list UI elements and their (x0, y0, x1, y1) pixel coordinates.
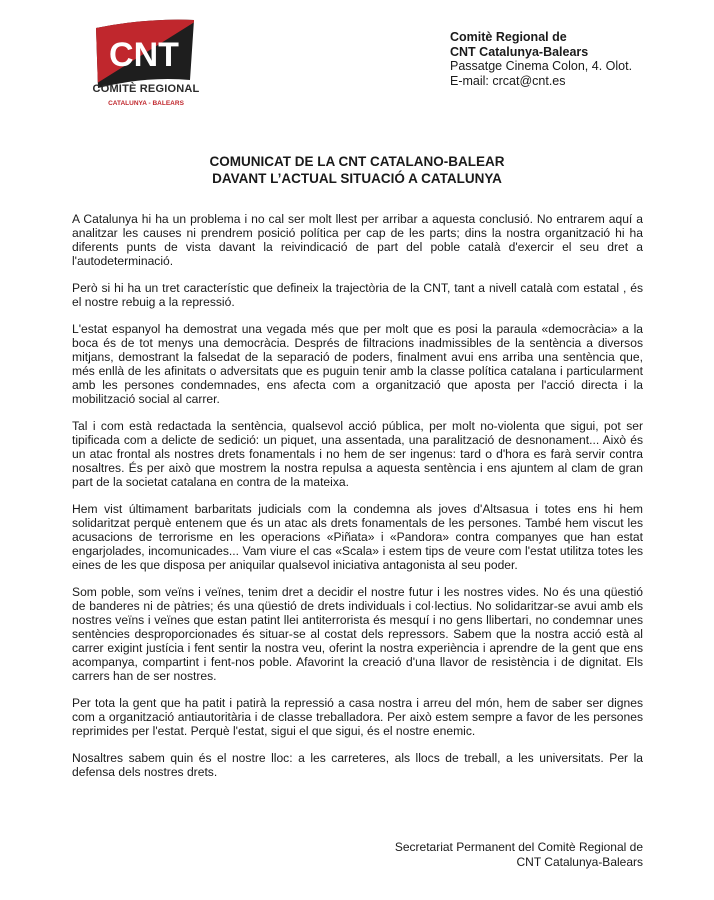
document-title (0, 153, 714, 187)
paragraph: Hem vist últimament barbaritats judicials com la condemna als joves d'Altsasua i totes ens hi hem solidaritzat perquè entenem que és un atac als drets fonamentals de les persones. També hem viscut les acusacions de terrorisme en les operacions «Piñata» i «Pandora» contra companyes que han estat engarjolades, incomunicades... Vam viure el cas «Scala» i estem tips de veure com l'estat utilitza totes les eines de les que disposa per aniquilar qualsevol iniciativa antagonista al seu poder. (72, 502, 643, 572)
org-name-line2: CNT Catalunya-Balears (450, 44, 589, 59)
org-name-line1: Comitè Regional de (450, 30, 567, 44)
paragraph: A Catalunya hi ha un problema i no cal ser molt llest per arribar a aquesta conclusió. No entrarem aquí a analitzar les causes ni prendrem posició política per cap de les parts; dins la nostra organització hi ha diferents punts de vista davant la reivindicació de part del poble català d'exercir el seu dret a l'autodeterminació. (72, 212, 643, 268)
email-address: E-mail: crcat@cnt.es (450, 73, 566, 88)
document-body (72, 212, 643, 792)
cnt-flag-icon (86, 18, 206, 88)
title-line1: COMUNICAT DE LA CNT CATALANO-BALEAR (209, 154, 505, 169)
paragraph: Tal i com està redactada la sentència, qualsevol acció pública, per molt no-violenta que sigui, pot ser tipificada com a delicte de sedició: un piquet, una assentada, una paralització de desnonament... Això és un atac frontal als nostres drets fonamentals i no hem de ser ingenus: tard o d'hora es farà servir contra nosaltres. És per això que mostrem la nostra repulsa a aquesta sentència i ens ajuntem al clam de gran part de la societat catalana en contra de la mateixa. (72, 419, 643, 489)
paragraph: Però si hi ha un tret característic que defineix la trajectòria de la CNT, tant a nivell català com estatal , és el nostre rebuig a la repressió. (72, 281, 643, 309)
paragraph: Per tota la gent que ha patit i patirà la repressió a casa nostra i arreu del món, hem de saber ser dignes com a organització antiautoritària i de classe treballadora. Per això estem sempre a favor de les persones reprimides per l'estat. Perquè l'estat, sigui el que sigui, és el nostre enemic. (72, 696, 643, 738)
letterhead-address (450, 30, 632, 88)
postal-address: Passatge Cinema Colon, 4. Olot. (450, 59, 633, 73)
title-line2: DAVANT L’ACTUAL SITUACIÓ A CATALUNYA (212, 171, 502, 186)
paragraph: Som poble, som veïns i veïnes, tenim dret a decidir el nostre futur i les nostres vides. No és una qüestió de banderes ni de pàtries; és una qüestió de drets individuals i col·lectius. No solidaritzar-se avui amb els nostres veïns i veïnes que estan patint llei antiterrorista és mesquí i no gens llibertari, no condemnar unes sentències desproporcionades és situar-se al costat dels repressors. Sabem que la nostra acció està al carrer exigint justícia i fent sentir la nostra veu, oferint la nostra experiència i aprendre de la gent que ens acompanya, compartint i fent-nos poble. Afavorint la creació d'una llavor de resistència i de dignitat. Els carrers han de ser nostres. (72, 585, 643, 683)
paragraph: L'estat espanyol ha demostrat una vegada més que per molt que es posi la paraula «democràcia» a la boca és de tot menys una democràcia. Després de filtracions inadmissibles de la sentència a diversos mitjans, demostrant la falsedat de la separació de poders, finalment avui ens arriba una sentència que, més enllà de les afinitats o adversitats que es puguin tenir amb la classe política catalana i particularment amb les persones condemnades, ens afecta com a organització que aposta per l'acció directa i la mobilització social al carrer. (72, 322, 643, 406)
cnt-logo (86, 18, 206, 113)
signature-line1: Secretariat Permanent del Comitè Regional de (394, 840, 643, 854)
logo-committee-label: COMITÈ REGIONAL (92, 83, 200, 95)
paragraph: Nosaltres sabem quin és el nostre lloc: a les carreteres, als llocs de treball, a les universitats. Per la defensa dels nostres drets. (72, 751, 643, 779)
signature-line2: CNT Catalunya-Balears (516, 855, 643, 869)
svg-text:CNT: CNT (109, 36, 179, 74)
logo-region-label: CATALUNYA - BALEARS (108, 100, 184, 107)
signature (395, 840, 643, 870)
